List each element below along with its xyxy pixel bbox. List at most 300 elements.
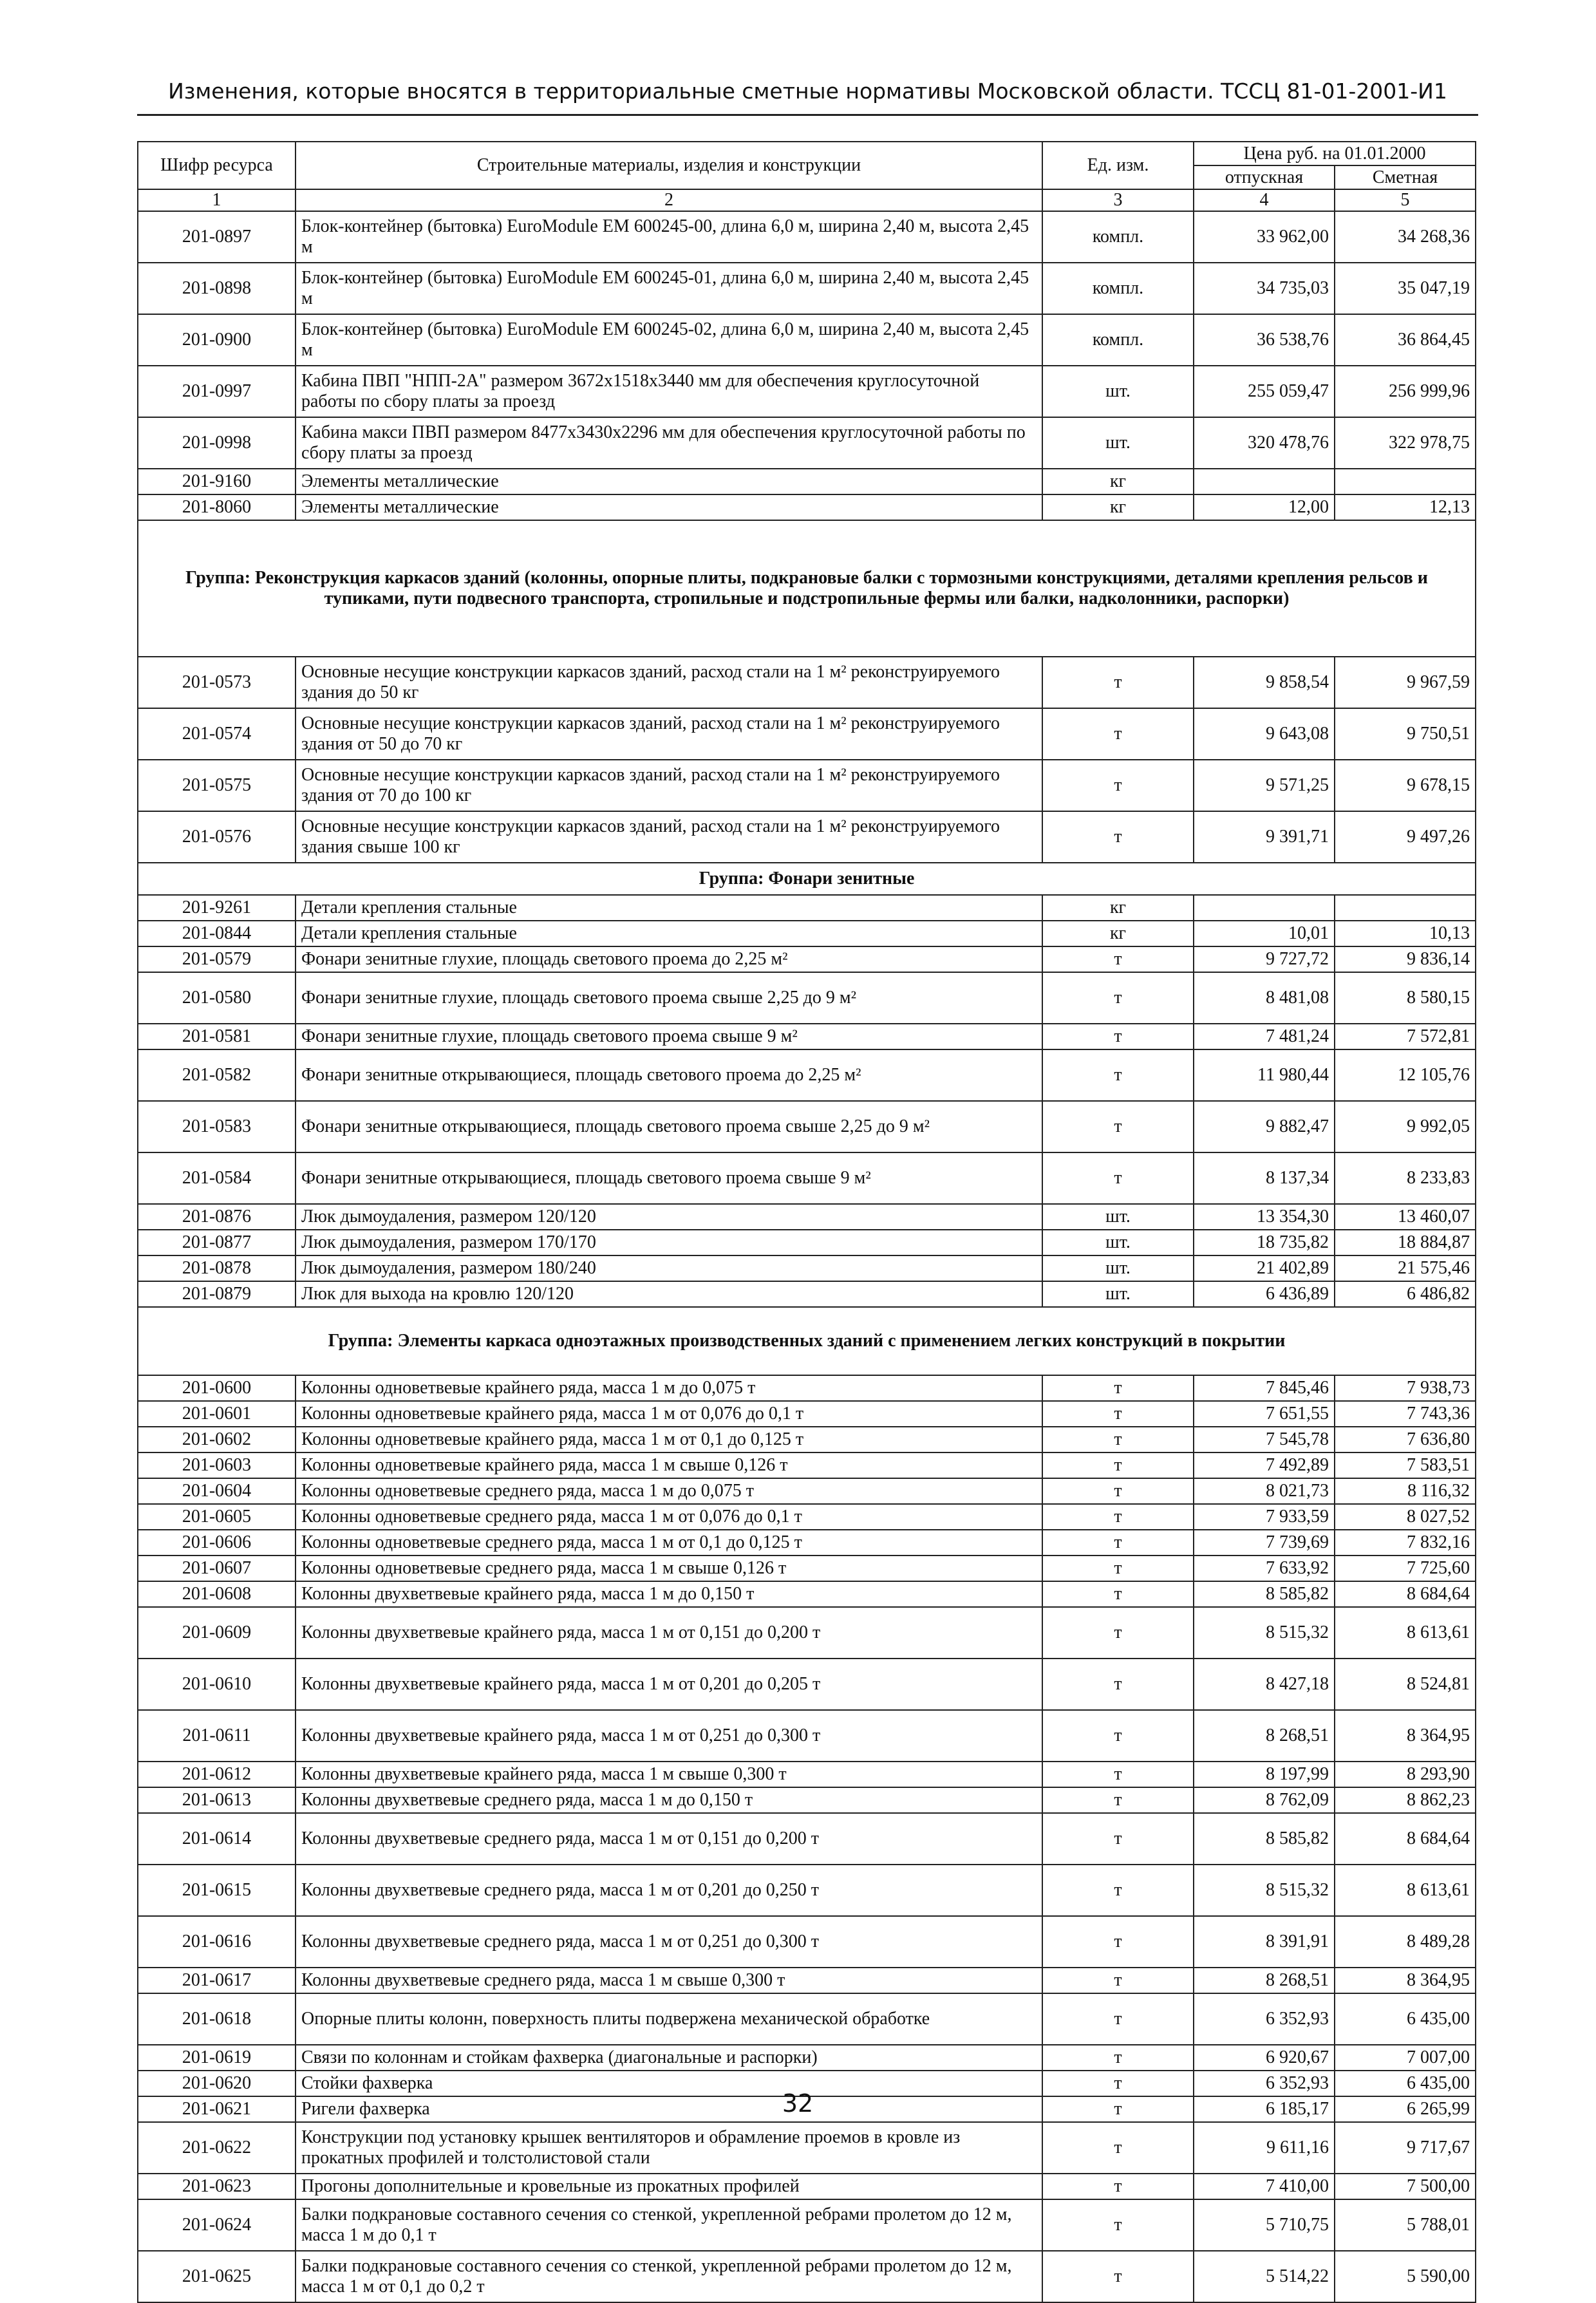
material-name: Элементы металлические (296, 469, 1042, 494)
material-name: Детали крепления стальные (296, 921, 1042, 946)
group-heading: Группа: Элементы каркаса одноэтажных производственных зданий с применением легких конструкций в покрытии (138, 1307, 1476, 1375)
resource-code: 201-0622 (138, 2122, 296, 2174)
unit-of-measure: т (1042, 1049, 1194, 1101)
material-name: Колонны одноветвевые среднего ряда, масса 1 м от 0,1 до 0,125 т (296, 1530, 1042, 1556)
table-row (138, 1968, 1476, 1993)
material-name: Стойки фахверка (296, 2071, 1042, 2096)
material-name: Балки подкрановые составного сечения со стенкой, укрепленной ребрами пролетом до 12 м, масса 1 м от 0,1 до 0,2 т (296, 2251, 1042, 2302)
resource-code: 201-0579 (138, 946, 296, 972)
table-row (138, 1230, 1476, 1255)
table-row (138, 1607, 1476, 1659)
table-header-row (138, 142, 1476, 165)
material-name: Фонари зенитные глухие, площадь светового проема свыше 2,25 до 9 м² (296, 972, 1042, 1024)
estimate-price: 6 435,00 (1335, 2071, 1476, 2096)
unit-of-measure: т (1042, 1504, 1194, 1530)
resource-code: 201-0879 (138, 1281, 296, 1307)
estimate-price: 7 583,51 (1335, 1452, 1476, 1478)
material-name: Колонны двухветвевые крайнего ряда, масса 1 м от 0,151 до 0,200 т (296, 1607, 1042, 1659)
release-price: 10,01 (1194, 921, 1335, 946)
unit-of-measure: т (1042, 1452, 1194, 1478)
material-name: Фонари зенитные открывающиеся, площадь светового проема свыше 9 м² (296, 1152, 1042, 1204)
release-price: 8 137,34 (1194, 1152, 1335, 1204)
material-name: Кабина ПВП "НПП-2А" размером 3672х1518х3440 мм для обеспечения круглосуточной работы по сбору платы за проезд (296, 366, 1042, 417)
table-row (138, 921, 1476, 946)
estimate-price: 10,13 (1335, 921, 1476, 946)
unit-of-measure: т (1042, 2071, 1194, 2096)
material-name: Детали крепления стальные (296, 895, 1042, 921)
resource-code: 201-0607 (138, 1556, 296, 1581)
unit-of-measure: т (1042, 946, 1194, 972)
estimate-price: 8 489,28 (1335, 1916, 1476, 1968)
unit-of-measure: т (1042, 760, 1194, 811)
material-name: Люк дымоудаления, размером 180/240 (296, 1255, 1042, 1281)
estimate-price: 7 938,73 (1335, 1375, 1476, 1401)
col-number-5: 5 (1335, 189, 1476, 211)
material-name: Основные несущие конструкции каркасов зданий, расход стали на 1 м² реконструируемого здания свыше 100 кг (296, 811, 1042, 863)
document-header: Изменения, которые вносятся в территориальные сметные нормативы Московской области. ТССЦ 81-01-2001-И1 (168, 79, 1447, 104)
table-row (138, 657, 1476, 708)
unit-of-measure: т (1042, 1968, 1194, 1993)
col-number-3: 3 (1042, 189, 1194, 211)
release-price: 7 492,89 (1194, 1452, 1335, 1478)
resource-code: 201-0574 (138, 708, 296, 760)
material-name: Фонари зенитные открывающиеся, площадь светового проема свыше 2,25 до 9 м² (296, 1101, 1042, 1152)
release-price: 8 268,51 (1194, 1968, 1335, 1993)
unit-of-measure: т (1042, 1556, 1194, 1581)
material-name: Балки подкрановые составного сечения со стенкой, укрепленной ребрами пролетом до 12 м, масса 1 м до 0,1 т (296, 2199, 1042, 2251)
estimate-price: 13 460,07 (1335, 1204, 1476, 1230)
material-name: Колонны двухветвевые среднего ряда, масса 1 м от 0,251 до 0,300 т (296, 1916, 1042, 1968)
col-number-2: 2 (296, 189, 1042, 211)
release-price: 8 585,82 (1194, 1813, 1335, 1865)
unit-of-measure: кг (1042, 921, 1194, 946)
material-name: Прогоны дополнительные и кровельные из прокатных профилей (296, 2174, 1042, 2199)
col-header-code: Шифр ресурса (138, 142, 296, 189)
release-price: 6 436,89 (1194, 1281, 1335, 1307)
group-heading-row (138, 1307, 1476, 1375)
estimate-price (1335, 469, 1476, 494)
resource-code: 201-0998 (138, 417, 296, 469)
unit-of-measure: т (1042, 1659, 1194, 1710)
material-name: Колонны одноветвевые среднего ряда, масса 1 м до 0,075 т (296, 1478, 1042, 1504)
resource-code: 201-0608 (138, 1581, 296, 1607)
table-row (138, 263, 1476, 314)
resource-code: 201-0897 (138, 211, 296, 263)
release-price: 9 571,25 (1194, 760, 1335, 811)
estimate-price: 9 967,59 (1335, 657, 1476, 708)
estimate-price: 35 047,19 (1335, 263, 1476, 314)
release-price: 8 515,32 (1194, 1865, 1335, 1916)
unit-of-measure: т (1042, 2199, 1194, 2251)
resource-code: 201-0609 (138, 1607, 296, 1659)
unit-of-measure: т (1042, 1993, 1194, 2045)
estimate-price: 8 027,52 (1335, 1504, 1476, 1530)
resource-code: 201-0621 (138, 2096, 296, 2122)
resource-code: 201-0583 (138, 1101, 296, 1152)
release-price: 18 735,82 (1194, 1230, 1335, 1255)
col-number-4: 4 (1194, 189, 1335, 211)
material-name: Колонны одноветвевые среднего ряда, масса 1 м от 0,076 до 0,1 т (296, 1504, 1042, 1530)
unit-of-measure: т (1042, 1401, 1194, 1427)
unit-of-measure: т (1042, 1865, 1194, 1916)
table-row (138, 314, 1476, 366)
estimate-price (1335, 895, 1476, 921)
estimate-price: 5 590,00 (1335, 2251, 1476, 2302)
estimate-price: 9 717,67 (1335, 2122, 1476, 2174)
table-row (138, 1281, 1476, 1307)
table-row (138, 1401, 1476, 1427)
table-row (138, 1993, 1476, 2045)
release-price: 7 651,55 (1194, 1401, 1335, 1427)
estimate-price: 18 884,87 (1335, 1230, 1476, 1255)
estimate-price: 8 364,95 (1335, 1968, 1476, 1993)
estimate-price: 7 636,80 (1335, 1427, 1476, 1452)
table-row (138, 1204, 1476, 1230)
release-price: 7 545,78 (1194, 1427, 1335, 1452)
table-row (138, 1659, 1476, 1710)
material-name: Основные несущие конструкции каркасов зданий, расход стали на 1 м² реконструируемого здания от 70 до 100 кг (296, 760, 1042, 811)
estimate-price: 6 486,82 (1335, 1281, 1476, 1307)
release-price: 7 739,69 (1194, 1530, 1335, 1556)
price-table-body (138, 142, 1476, 2302)
col-header-release: отпускная (1194, 165, 1335, 189)
table-row (138, 2199, 1476, 2251)
material-name: Колонны одноветвевые среднего ряда, масса 1 м свыше 0,126 т (296, 1556, 1042, 1581)
unit-of-measure: шт. (1042, 1281, 1194, 1307)
release-price: 11 980,44 (1194, 1049, 1335, 1101)
material-name: Опорные плиты колонн, поверхность плиты подвержена механической обработке (296, 1993, 1042, 2045)
release-price: 5 710,75 (1194, 2199, 1335, 2251)
estimate-price: 7 725,60 (1335, 1556, 1476, 1581)
resource-code: 201-0623 (138, 2174, 296, 2199)
release-price: 7 633,92 (1194, 1556, 1335, 1581)
material-name: Колонны двухветвевые крайнего ряда, масса 1 м свыше 0,300 т (296, 1762, 1042, 1787)
release-price: 8 427,18 (1194, 1659, 1335, 1710)
release-price: 9 858,54 (1194, 657, 1335, 708)
resource-code: 201-0900 (138, 314, 296, 366)
resource-code: 201-9261 (138, 895, 296, 921)
resource-code: 201-0605 (138, 1504, 296, 1530)
table-row (138, 811, 1476, 863)
estimate-price: 9 992,05 (1335, 1101, 1476, 1152)
unit-of-measure: т (1042, 1530, 1194, 1556)
estimate-price: 9 497,26 (1335, 811, 1476, 863)
table-row (138, 469, 1476, 494)
material-name: Колонны одноветвевые крайнего ряда, масса 1 м свыше 0,126 т (296, 1452, 1042, 1478)
material-name: Люк для выхода на кровлю 120/120 (296, 1281, 1042, 1307)
table-row (138, 1916, 1476, 1968)
unit-of-measure: кг (1042, 895, 1194, 921)
table-row (138, 1024, 1476, 1049)
material-name: Колонны двухветвевые среднего ряда, масса 1 м от 0,151 до 0,200 т (296, 1813, 1042, 1865)
resource-code: 201-0584 (138, 1152, 296, 1204)
release-price: 9 611,16 (1194, 2122, 1335, 2174)
table-row (138, 1049, 1476, 1101)
resource-code: 201-0600 (138, 1375, 296, 1401)
release-price: 9 391,71 (1194, 811, 1335, 863)
material-name: Фонари зенитные открывающиеся, площадь светового проема до 2,25 м² (296, 1049, 1042, 1101)
table-row (138, 895, 1476, 921)
estimate-price: 36 864,45 (1335, 314, 1476, 366)
unit-of-measure: шт. (1042, 1230, 1194, 1255)
release-price: 7 933,59 (1194, 1504, 1335, 1530)
unit-of-measure: т (1042, 2122, 1194, 2174)
table-row (138, 760, 1476, 811)
release-price: 13 354,30 (1194, 1204, 1335, 1230)
estimate-price: 8 233,83 (1335, 1152, 1476, 1204)
unit-of-measure: компл. (1042, 211, 1194, 263)
unit-of-measure: т (1042, 2096, 1194, 2122)
estimate-price: 8 613,61 (1335, 1607, 1476, 1659)
release-price: 36 538,76 (1194, 314, 1335, 366)
table-row (138, 2122, 1476, 2174)
table-row (138, 1478, 1476, 1504)
table-row (138, 417, 1476, 469)
unit-of-measure: т (1042, 1813, 1194, 1865)
table-row (138, 494, 1476, 520)
table-row (138, 1762, 1476, 1787)
release-price: 8 585,82 (1194, 1581, 1335, 1607)
table-row (138, 366, 1476, 417)
estimate-price: 256 999,96 (1335, 366, 1476, 417)
unit-of-measure: шт. (1042, 366, 1194, 417)
resource-code: 201-0620 (138, 2071, 296, 2096)
material-name: Связи по колоннам и стойкам фахверка (диагональные и распорки) (296, 2045, 1042, 2071)
release-price: 8 515,32 (1194, 1607, 1335, 1659)
unit-of-measure: т (1042, 708, 1194, 760)
release-price: 8 481,08 (1194, 972, 1335, 1024)
unit-of-measure: т (1042, 972, 1194, 1024)
estimate-price: 8 580,15 (1335, 972, 1476, 1024)
col-number-1: 1 (138, 189, 296, 211)
resource-code: 201-0876 (138, 1204, 296, 1230)
release-price: 21 402,89 (1194, 1255, 1335, 1281)
material-name: Блок-контейнер (бытовка) EuroModule EM 600245-01, длина 6,0 м, ширина 2,40 м, высота 2,45 м (296, 263, 1042, 314)
material-name: Основные несущие конструкции каркасов зданий, расход стали на 1 м² реконструируемого здания от 50 до 70 кг (296, 708, 1042, 760)
release-price: 6 185,17 (1194, 2096, 1335, 2122)
estimate-price: 7 500,00 (1335, 2174, 1476, 2199)
release-price: 8 021,73 (1194, 1478, 1335, 1504)
unit-of-measure: шт. (1042, 1204, 1194, 1230)
estimate-price: 322 978,75 (1335, 417, 1476, 469)
material-name: Колонны одноветвевые крайнего ряда, масса 1 м до 0,075 т (296, 1375, 1042, 1401)
resource-code: 201-0624 (138, 2199, 296, 2251)
release-price: 6 920,67 (1194, 2045, 1335, 2071)
resource-code: 201-0604 (138, 1478, 296, 1504)
unit-of-measure: т (1042, 1581, 1194, 1607)
table-row (138, 2045, 1476, 2071)
unit-of-measure: т (1042, 1101, 1194, 1152)
col-header-unit: Ед. изм. (1042, 142, 1194, 189)
release-price: 320 478,76 (1194, 417, 1335, 469)
material-name: Кабина макси ПВП размером 8477х3430х2296 мм для обеспечения круглосуточной работы по сбору платы за проезд (296, 417, 1042, 469)
page-number: 32 (782, 2089, 814, 2118)
resource-code: 201-0575 (138, 760, 296, 811)
estimate-price: 8 684,64 (1335, 1813, 1476, 1865)
release-price: 8 197,99 (1194, 1762, 1335, 1787)
unit-of-measure: т (1042, 811, 1194, 863)
unit-of-measure: т (1042, 1427, 1194, 1452)
table-row (138, 2174, 1476, 2199)
resource-code: 201-0580 (138, 972, 296, 1024)
release-price: 8 391,91 (1194, 1916, 1335, 1968)
release-price: 33 962,00 (1194, 211, 1335, 263)
unit-of-measure: т (1042, 2251, 1194, 2302)
release-price: 8 762,09 (1194, 1787, 1335, 1813)
group-heading: Группа: Реконструкция каркасов зданий (колонны, опорные плиты, подкрановые балки с тормозными конструкциями, деталями крепления рельсов и тупиками, пути подвесного транспорта, стропильные и подстропильные фермы или балки, надколонники, распорки) (138, 520, 1476, 657)
material-name: Фонари зенитные глухие, площадь светового проема до 2,25 м² (296, 946, 1042, 972)
table-row (138, 1787, 1476, 1813)
estimate-price: 8 116,32 (1335, 1478, 1476, 1504)
estimate-price: 7 007,00 (1335, 2045, 1476, 2071)
unit-of-measure: т (1042, 1478, 1194, 1504)
resource-code: 201-0844 (138, 921, 296, 946)
table-row (138, 211, 1476, 263)
resource-code: 201-0877 (138, 1230, 296, 1255)
material-name: Колонны двухветвевые среднего ряда, масса 1 м свыше 0,300 т (296, 1968, 1042, 1993)
unit-of-measure: т (1042, 1375, 1194, 1401)
table-row (138, 1452, 1476, 1478)
unit-of-measure: кг (1042, 469, 1194, 494)
unit-of-measure: т (1042, 1024, 1194, 1049)
unit-of-measure: кг (1042, 494, 1194, 520)
resource-code: 201-0610 (138, 1659, 296, 1710)
table-row (138, 1530, 1476, 1556)
resource-code: 201-0613 (138, 1787, 296, 1813)
group-heading-row (138, 863, 1476, 895)
material-name: Ригели фахверка (296, 2096, 1042, 2122)
material-name: Колонны двухветвевые среднего ряда, масса 1 м до 0,150 т (296, 1787, 1042, 1813)
estimate-price: 6 435,00 (1335, 1993, 1476, 2045)
table-row (138, 1255, 1476, 1281)
unit-of-measure: шт. (1042, 417, 1194, 469)
material-name: Колонны двухветвевые крайнего ряда, масса 1 м до 0,150 т (296, 1581, 1042, 1607)
resource-code: 201-0582 (138, 1049, 296, 1101)
resource-code: 201-0601 (138, 1401, 296, 1427)
resource-code: 201-9160 (138, 469, 296, 494)
resource-code: 201-0611 (138, 1710, 296, 1762)
table-row (138, 1375, 1476, 1401)
material-name: Люк дымоудаления, размером 120/120 (296, 1204, 1042, 1230)
unit-of-measure: т (1042, 1916, 1194, 1968)
estimate-price: 8 524,81 (1335, 1659, 1476, 1710)
table-row (138, 2251, 1476, 2302)
resource-code: 201-0878 (138, 1255, 296, 1281)
release-price: 9 882,47 (1194, 1101, 1335, 1152)
resource-code: 201-0616 (138, 1916, 296, 1968)
table-row (138, 946, 1476, 972)
estimate-price: 6 265,99 (1335, 2096, 1476, 2122)
estimate-price: 8 364,95 (1335, 1710, 1476, 1762)
estimate-price: 8 862,23 (1335, 1787, 1476, 1813)
estimate-price: 9 750,51 (1335, 708, 1476, 760)
estimate-price: 7 743,36 (1335, 1401, 1476, 1427)
price-table (137, 141, 1476, 2303)
material-name: Колонны двухветвевые среднего ряда, масса 1 м от 0,201 до 0,250 т (296, 1865, 1042, 1916)
estimate-price: 8 293,90 (1335, 1762, 1476, 1787)
resource-code: 201-0576 (138, 811, 296, 863)
col-header-estimate: Сметная (1335, 165, 1476, 189)
unit-of-measure: компл. (1042, 314, 1194, 366)
table-row (138, 972, 1476, 1024)
release-price: 7 845,46 (1194, 1375, 1335, 1401)
table-row (138, 708, 1476, 760)
table-row (138, 1152, 1476, 1204)
resource-code: 201-0619 (138, 2045, 296, 2071)
resource-code: 201-0997 (138, 366, 296, 417)
release-price: 34 735,03 (1194, 263, 1335, 314)
resource-code: 201-0602 (138, 1427, 296, 1452)
resource-code: 201-8060 (138, 494, 296, 520)
table-row (138, 1581, 1476, 1607)
material-name: Блок-контейнер (бытовка) EuroModule EM 600245-00, длина 6,0 м, ширина 2,40 м, высота 2,45 м (296, 211, 1042, 263)
estimate-price: 9 678,15 (1335, 760, 1476, 811)
unit-of-measure: т (1042, 1710, 1194, 1762)
table-row (138, 1556, 1476, 1581)
estimate-price: 12,13 (1335, 494, 1476, 520)
table-row (138, 1710, 1476, 1762)
material-name: Колонны двухветвевые крайнего ряда, масса 1 м от 0,251 до 0,300 т (296, 1710, 1042, 1762)
resource-code: 201-0581 (138, 1024, 296, 1049)
estimate-price: 21 575,46 (1335, 1255, 1476, 1281)
resource-code: 201-0617 (138, 1968, 296, 1993)
material-name: Колонны одноветвевые крайнего ряда, масса 1 м от 0,076 до 0,1 т (296, 1401, 1042, 1427)
material-name: Люк дымоудаления, размером 170/170 (296, 1230, 1042, 1255)
release-price (1194, 895, 1335, 921)
estimate-price: 8 684,64 (1335, 1581, 1476, 1607)
estimate-price: 7 572,81 (1335, 1024, 1476, 1049)
material-name: Колонны одноветвевые крайнего ряда, масса 1 м от 0,1 до 0,125 т (296, 1427, 1042, 1452)
resource-code: 201-0614 (138, 1813, 296, 1865)
unit-of-measure: шт. (1042, 1255, 1194, 1281)
release-price: 7 481,24 (1194, 1024, 1335, 1049)
release-price: 5 514,22 (1194, 2251, 1335, 2302)
resource-code: 201-0606 (138, 1530, 296, 1556)
table-row (138, 1504, 1476, 1530)
group-heading: Группа: Фонари зенитные (138, 863, 1476, 895)
release-price: 9 643,08 (1194, 708, 1335, 760)
resource-code: 201-0573 (138, 657, 296, 708)
resource-code: 201-0625 (138, 2251, 296, 2302)
release-price: 7 410,00 (1194, 2174, 1335, 2199)
resource-code: 201-0618 (138, 1993, 296, 2045)
unit-of-measure: т (1042, 1607, 1194, 1659)
release-price: 6 352,93 (1194, 2071, 1335, 2096)
estimate-price: 9 836,14 (1335, 946, 1476, 972)
material-name: Элементы металлические (296, 494, 1042, 520)
estimate-price: 5 788,01 (1335, 2199, 1476, 2251)
unit-of-measure: т (1042, 1762, 1194, 1787)
material-name: Фонари зенитные глухие, площадь светового проема свыше 9 м² (296, 1024, 1042, 1049)
release-price: 255 059,47 (1194, 366, 1335, 417)
estimate-price: 7 832,16 (1335, 1530, 1476, 1556)
col-header-price: Цена руб. на 01.01.2000 (1194, 142, 1476, 165)
table-row (138, 1865, 1476, 1916)
unit-of-measure: т (1042, 1152, 1194, 1204)
unit-of-measure: т (1042, 1787, 1194, 1813)
group-heading-row (138, 520, 1476, 657)
release-price (1194, 469, 1335, 494)
estimate-price: 8 613,61 (1335, 1865, 1476, 1916)
estimate-price: 12 105,76 (1335, 1049, 1476, 1101)
material-name: Основные несущие конструкции каркасов зданий, расход стали на 1 м² реконструируемого здания до 50 кг (296, 657, 1042, 708)
release-price: 9 727,72 (1194, 946, 1335, 972)
resource-code: 201-0603 (138, 1452, 296, 1478)
estimate-price: 34 268,36 (1335, 211, 1476, 263)
release-price: 6 352,93 (1194, 1993, 1335, 2045)
resource-code: 201-0898 (138, 263, 296, 314)
material-name: Блок-контейнер (бытовка) EuroModule EM 600245-02, длина 6,0 м, ширина 2,40 м, высота 2,45 м (296, 314, 1042, 366)
